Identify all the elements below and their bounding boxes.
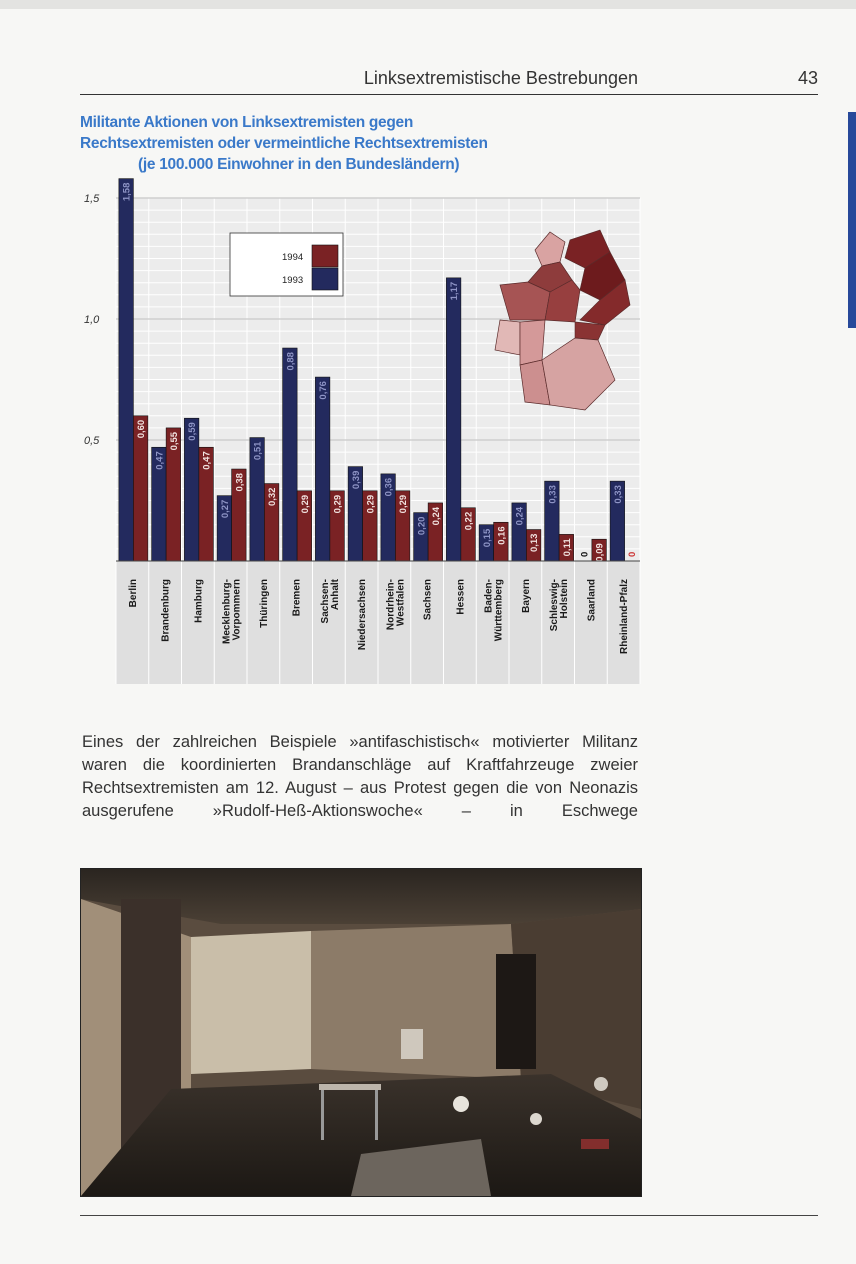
category-label-line: Rheinland-Pfalz (619, 579, 631, 655)
category-label (521, 579, 532, 613)
category-label-line: Berlin (127, 579, 139, 608)
photo-illustration (81, 869, 641, 1196)
body-paragraph (82, 731, 638, 823)
category-label-line: Holstein (559, 579, 571, 619)
chapter-tab-marker (848, 112, 856, 328)
bar-value-label: 0 (626, 551, 638, 557)
category-label-line: Anhalt (329, 579, 341, 611)
footer-rule (80, 1215, 818, 1216)
bar-value-label: 0,88 (285, 352, 297, 371)
bar-value-label: 0,33 (612, 485, 624, 504)
category-label (586, 579, 597, 621)
category-label (222, 579, 243, 644)
y-tick-label: 0,5 (84, 435, 100, 447)
bar-value-label: 0,13 (529, 533, 541, 553)
bar-value-label: 0,76 (318, 381, 330, 400)
bar-value-label: 0,59 (187, 422, 199, 441)
bar-1993 (446, 278, 461, 561)
category-label-line: Brandenburg (160, 579, 172, 642)
bar-value-label: 0,51 (252, 441, 264, 461)
category-label (423, 579, 434, 620)
bar-value-label: 0,47 (201, 451, 213, 470)
category-label (259, 579, 270, 628)
chart-title-line-3: (je 100.000 Einwohner in den Bundesländern) (138, 156, 460, 173)
category-label-line: Hessen (455, 579, 467, 615)
category-label (357, 579, 368, 650)
bar-1993 (119, 179, 134, 561)
category-label-line: Nordrhein- (385, 579, 397, 631)
bar-value-label: 0,47 (154, 451, 166, 470)
bar-1993 (315, 377, 330, 561)
category-label-line: Württemberg (493, 579, 505, 642)
bar-value-label: 0,39 (350, 470, 362, 490)
bar-value-label: 0,24 (430, 506, 442, 526)
category-label (193, 579, 204, 623)
scan-top-edge (0, 0, 856, 9)
bar-value-label: 0,38 (234, 473, 246, 492)
chart-title-line-2: Rechtsextremisten oder vermeintliche Rechtsextremisten (80, 135, 488, 152)
category-label-line: Schleswig- (549, 579, 561, 632)
category-label-line: Bayern (520, 579, 532, 613)
bar-value-label: 0,60 (136, 419, 148, 439)
bar-value-label: 0,22 (463, 511, 475, 531)
category-label-line: Westfalen (395, 579, 407, 627)
bar-1993 (283, 348, 298, 561)
category-label-line: Vorpommern (231, 579, 243, 641)
running-header (80, 68, 818, 95)
bar-value-label: 0 (579, 551, 591, 557)
bar-value-label: 0,32 (267, 487, 279, 507)
category-label-line: Niedersachsen (357, 579, 369, 651)
y-tick-label: 1,5 (84, 193, 100, 205)
bar-value-label: 0,29 (365, 494, 377, 514)
bar-value-label: 0,36 (383, 477, 395, 497)
bar-value-label: 0,29 (299, 494, 311, 514)
category-label (619, 579, 630, 654)
running-title: Linksextremistische Bestrebungen (363, 68, 638, 88)
category-label (128, 579, 139, 607)
legend (230, 233, 343, 296)
category-label-line: Hamburg (193, 579, 205, 623)
bar-value-label: 1,17 (449, 281, 461, 301)
y-tick-label: 1,0 (84, 314, 100, 326)
category-label-line: Saarland (586, 579, 598, 622)
bar-value-label: 0,16 (496, 526, 508, 545)
legend-label-1994: 1994 (282, 252, 304, 263)
bar-value-label: 0,09 (594, 543, 606, 562)
category-label-line: Bremen (291, 579, 303, 617)
bar-value-label: 0,55 (168, 431, 180, 451)
map-region (520, 320, 545, 365)
legend-label-1993: 1993 (282, 275, 304, 286)
bar-value-label: 0,20 (416, 516, 428, 536)
legend-swatch-1993 (312, 268, 338, 290)
page-number: 43 (797, 68, 818, 88)
bar-value-label: 0,15 (481, 528, 493, 548)
bar-value-label: 0,33 (547, 485, 559, 504)
bar-value-label: 0,29 (332, 494, 344, 514)
category-label (455, 579, 466, 615)
category-label-line: Thüringen (258, 579, 270, 628)
category-label-line: Baden- (483, 579, 495, 613)
category-label (385, 579, 406, 630)
bar-value-label: 1,58 (121, 182, 133, 202)
bar-value-label: 0,24 (514, 506, 526, 526)
legend-swatch-1994 (312, 245, 338, 267)
chart-title-line-1: Militante Aktionen von Linksextremisten gegen (80, 114, 414, 131)
category-label-line: Sachsen (422, 579, 434, 621)
category-label (161, 579, 172, 642)
bar-chart (80, 170, 642, 688)
burned-room-photo (80, 868, 642, 1197)
bar-value-label: 0,11 (561, 538, 573, 557)
category-label (292, 579, 303, 616)
chart-title (80, 112, 600, 175)
bar-value-label: 0,27 (219, 499, 231, 519)
bar-value-label: 0,29 (398, 494, 410, 514)
category-label-line: Mecklenburg- (221, 579, 233, 645)
category-label-line: Sachsen- (319, 579, 331, 624)
paragraph-text: Eines der zahlreichen Beispiele »antifaschistisch« motivierter Militanz waren die koordinierten Brandanschläge auf Kraftfahrzeuge zweier Rechtsextremisten am 12. August – aus Protest gegen die von Neonazis ausgerufene »Rudolf-Heß-Aktionswoche« – in Eschwege (82, 733, 638, 820)
